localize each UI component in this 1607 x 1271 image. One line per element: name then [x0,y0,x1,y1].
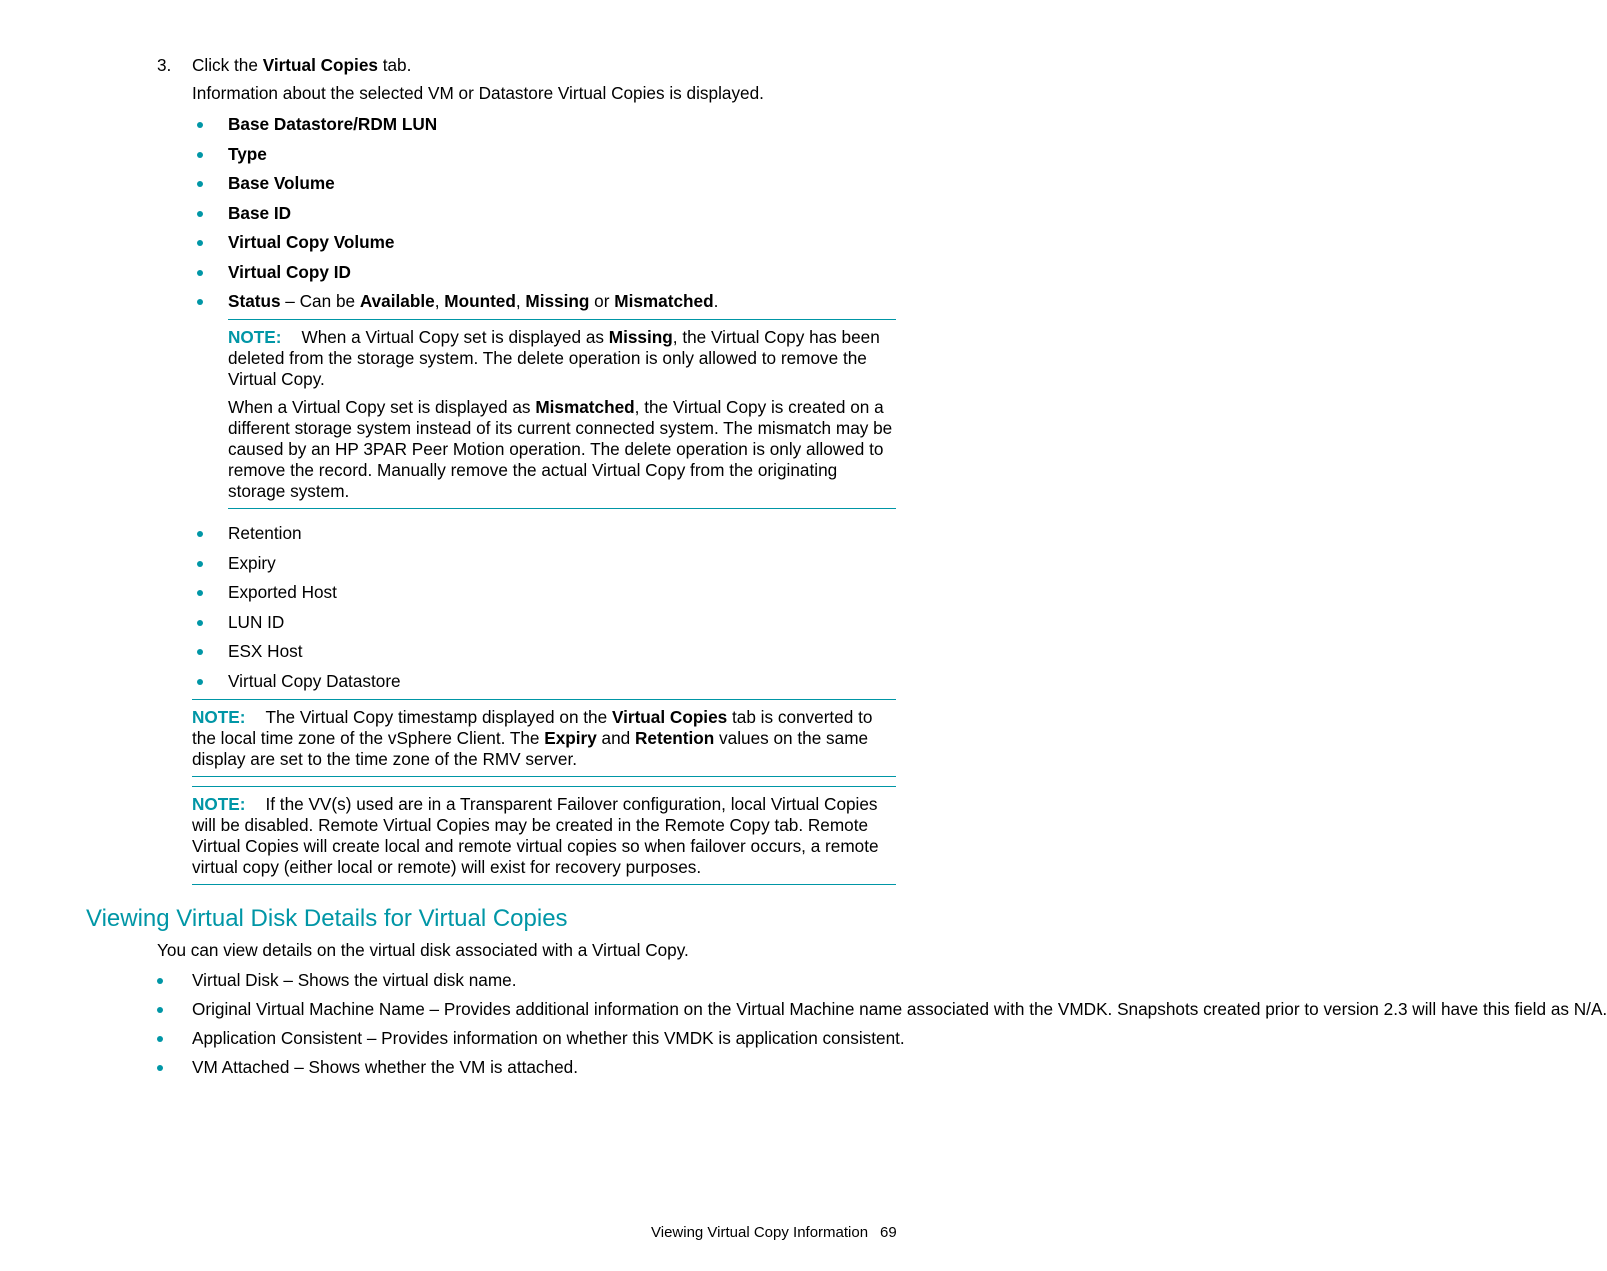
page-number: 69 [880,1224,897,1241]
step-3 [157,55,412,76]
list-item: Exported Host [228,582,401,612]
list-item: Virtual Copy Datastore [228,671,401,701]
list-item: Type [228,144,718,174]
list-item: Virtual Copy Volume [228,232,718,262]
note-missing-mismatched [228,319,896,509]
bullet-icon [197,561,203,567]
bullet-icon [197,240,203,246]
list-item: Base Datastore/RDM LUN [228,114,718,144]
virtual-copies-tab-name: Virtual Copies [262,55,378,75]
list-item: Application Consistent – Provides information on whether this VMDK is application consistent. [192,1028,896,1049]
list-item: VM Attached – Shows whether the VM is attached. [192,1057,896,1078]
bullet-icon [157,1036,163,1042]
bullet-icon [197,679,203,685]
bullet-icon [197,152,203,158]
list-item: LUN ID [228,612,401,642]
step-info: Information about the selected VM or Datastore Virtual Copies is displayed. [192,83,764,103]
note-transparent-failover [192,786,896,885]
bullet-icon [197,270,203,276]
bold-field-list [228,114,718,321]
list-item: Virtual Copy ID [228,262,718,292]
note-paragraph: NOTE: When a Virtual Copy set is displayed as Missing, the Virtual Copy has been deleted from the storage system. The delete operation is only allowed to remove the Virtual Copy. [228,327,880,389]
note-paragraph: When a Virtual Copy set is displayed as Mismatched, the Virtual Copy is created on a different storage system instead of its current connected system. The mismatch may be caused by an HP 3PAR Peer Motion operation. The delete operation is only allowed to remove the record. Manually remove the actual Virtual Copy from the originating storage system. [228,397,893,501]
list-item: ESX Host [228,641,401,671]
bullet-icon [197,531,203,537]
footer-section-title: Viewing Virtual Copy Information [651,1224,869,1241]
step-instruction: Click the Virtual Copies tab. [192,55,412,75]
list-item: Base Volume [228,173,718,203]
bullet-icon [197,299,203,305]
bullet-icon [157,1065,163,1071]
bullet-icon [157,978,163,984]
note-paragraph: NOTE: If the VV(s) used are in a Transparent Failover configuration, local Virtual Copies will be disabled. Remote Virtual Copies may be created in the Remote Copy tab. Remote Virtual Copies will create local and remote virtual copies so when failover occurs, a remote virtual copy (either local or remote) will exist for recovery purposes. [192,794,879,877]
section-intro: You can view details on the virtual disk associated with a Virtual Copy. [157,940,689,960]
list-item: Retention [228,523,401,553]
bullet-icon [197,211,203,217]
note-timestamp [192,699,896,777]
section-heading: Viewing Virtual Disk Details for Virtual Copies [86,905,568,932]
list-item: Original Virtual Machine Name – Provides additional information on the Virtual Machine name associated with the VMDK. Snapshots created prior to version 2.3 will have this field as N/A. [192,999,896,1020]
note-label: NOTE: [192,794,246,814]
plain-field-list [228,523,401,700]
bullet-icon [197,122,203,128]
note-label: NOTE: [228,327,282,347]
bullet-icon [197,590,203,596]
step-number: 3. [157,55,172,75]
note-label: NOTE: [192,707,246,727]
list-item: Base ID [228,203,718,233]
status-list-item: Status – Can be Available, Mounted, Missing or Mismatched. [228,291,718,321]
list-item: Virtual Disk – Shows the virtual disk name. [192,970,896,991]
note-paragraph: NOTE: The Virtual Copy timestamp displayed on the Virtual Copies tab is converted to the local time zone of the vSphere Client. The Expiry and Retention values on the same display are set to the time zone of the RMV server. [192,707,873,769]
bullet-icon [197,181,203,187]
bullet-icon [197,649,203,655]
bullet-icon [157,1007,163,1013]
bullet-icon [197,620,203,626]
list-item: Expiry [228,553,401,583]
virtual-disk-details-list [192,970,1607,1086]
